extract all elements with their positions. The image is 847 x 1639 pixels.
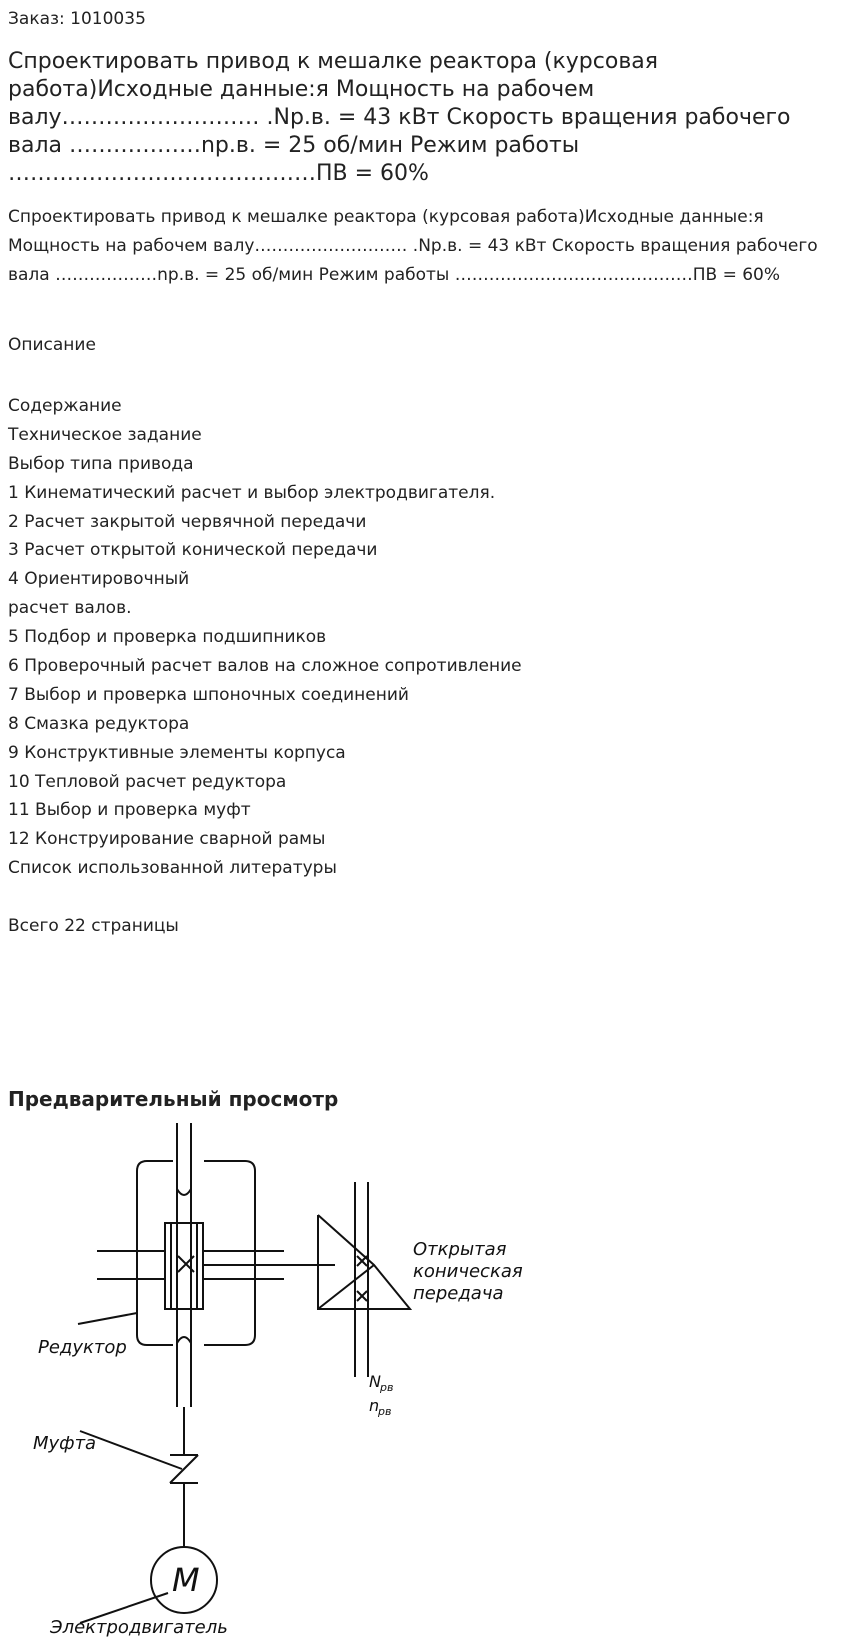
toc-item: 1 Кинематический расчет и выбор электродвигателя. [8,482,496,503]
toc-item: 6 Проверочный расчет валов на сложное сопротивление [8,656,522,677]
table-of-contents [8,392,522,883]
power-symbol: N [369,1372,381,1391]
label-reducer: Редуктор [38,1337,127,1358]
toc-item: 3 Расчет открытой конической передачи [8,540,378,561]
toc-item: 4 Ориентировочный [8,569,190,590]
label-open-gear-1: Открытая [413,1239,507,1260]
toc-item: Содержание [8,396,122,416]
toc-item: 2 Расчет закрытой червячной передачи [8,511,367,532]
kinematic-scheme [0,1115,847,1639]
toc-item: 8 Смазка редуктора [8,713,190,734]
toc-item: 11 Выбор и проверка муфт [8,800,251,821]
label-motor: Электродвигатель [50,1617,228,1638]
label-open-gear-2: коническая [413,1261,523,1282]
toc-item: расчет валов. [8,598,132,619]
description-text: Спроектировать привод к мешалке реактора (курсовая работа)Исходные данные:я Мощность на рабочем валу……………………… .Nр.в. = 43 кВт Скорость вращения рабочего вала ………………nр.в. = 25 об/мин Режим работы ……………………………………ПВ = 60% [8,207,818,285]
total-pages: Всего 22 страницы [8,916,179,936]
toc-item: 10 Тепловой расчет редуктора [8,771,287,792]
preview-heading: Предварительный просмотр [8,1087,339,1111]
speed-sub: рв [378,1405,392,1418]
label-open-gear-3: передача [413,1283,504,1304]
page-title: Спроектировать привод к мешалке реактора (курсовая работа)Исходные данные:я Мощность на рабочем валу……………………… .Nр.в. = 43 кВт Скорость вращения рабочего вала ………………nр.в. = 25 об/мин Режим работы ……………………………………ПВ = 60% [8,49,791,186]
toc-item: 5 Подбор и проверка подшипников [8,627,327,648]
toc-item: Техническое задание [8,424,202,445]
speed-symbol: n [369,1396,380,1415]
power-sub: рв [380,1381,394,1394]
toc-item: 7 Выбор и проверка шпоночных соединений [8,684,409,705]
toc-item: 9 Конструктивные элементы корпуса [8,742,346,763]
toc-item: Выбор типа привода [8,453,194,474]
label-coupling: Муфта [33,1433,97,1454]
description-label: Описание [8,335,96,355]
motor-symbol: М [172,1561,200,1599]
order-number: Заказ: 1010035 [8,9,146,29]
reducer-leader [78,1313,137,1324]
toc-item: 12 Конструирование сварной рамы [8,829,326,850]
toc-item: Список использованной литературы [8,858,337,879]
coupling-diagonal [170,1455,198,1483]
